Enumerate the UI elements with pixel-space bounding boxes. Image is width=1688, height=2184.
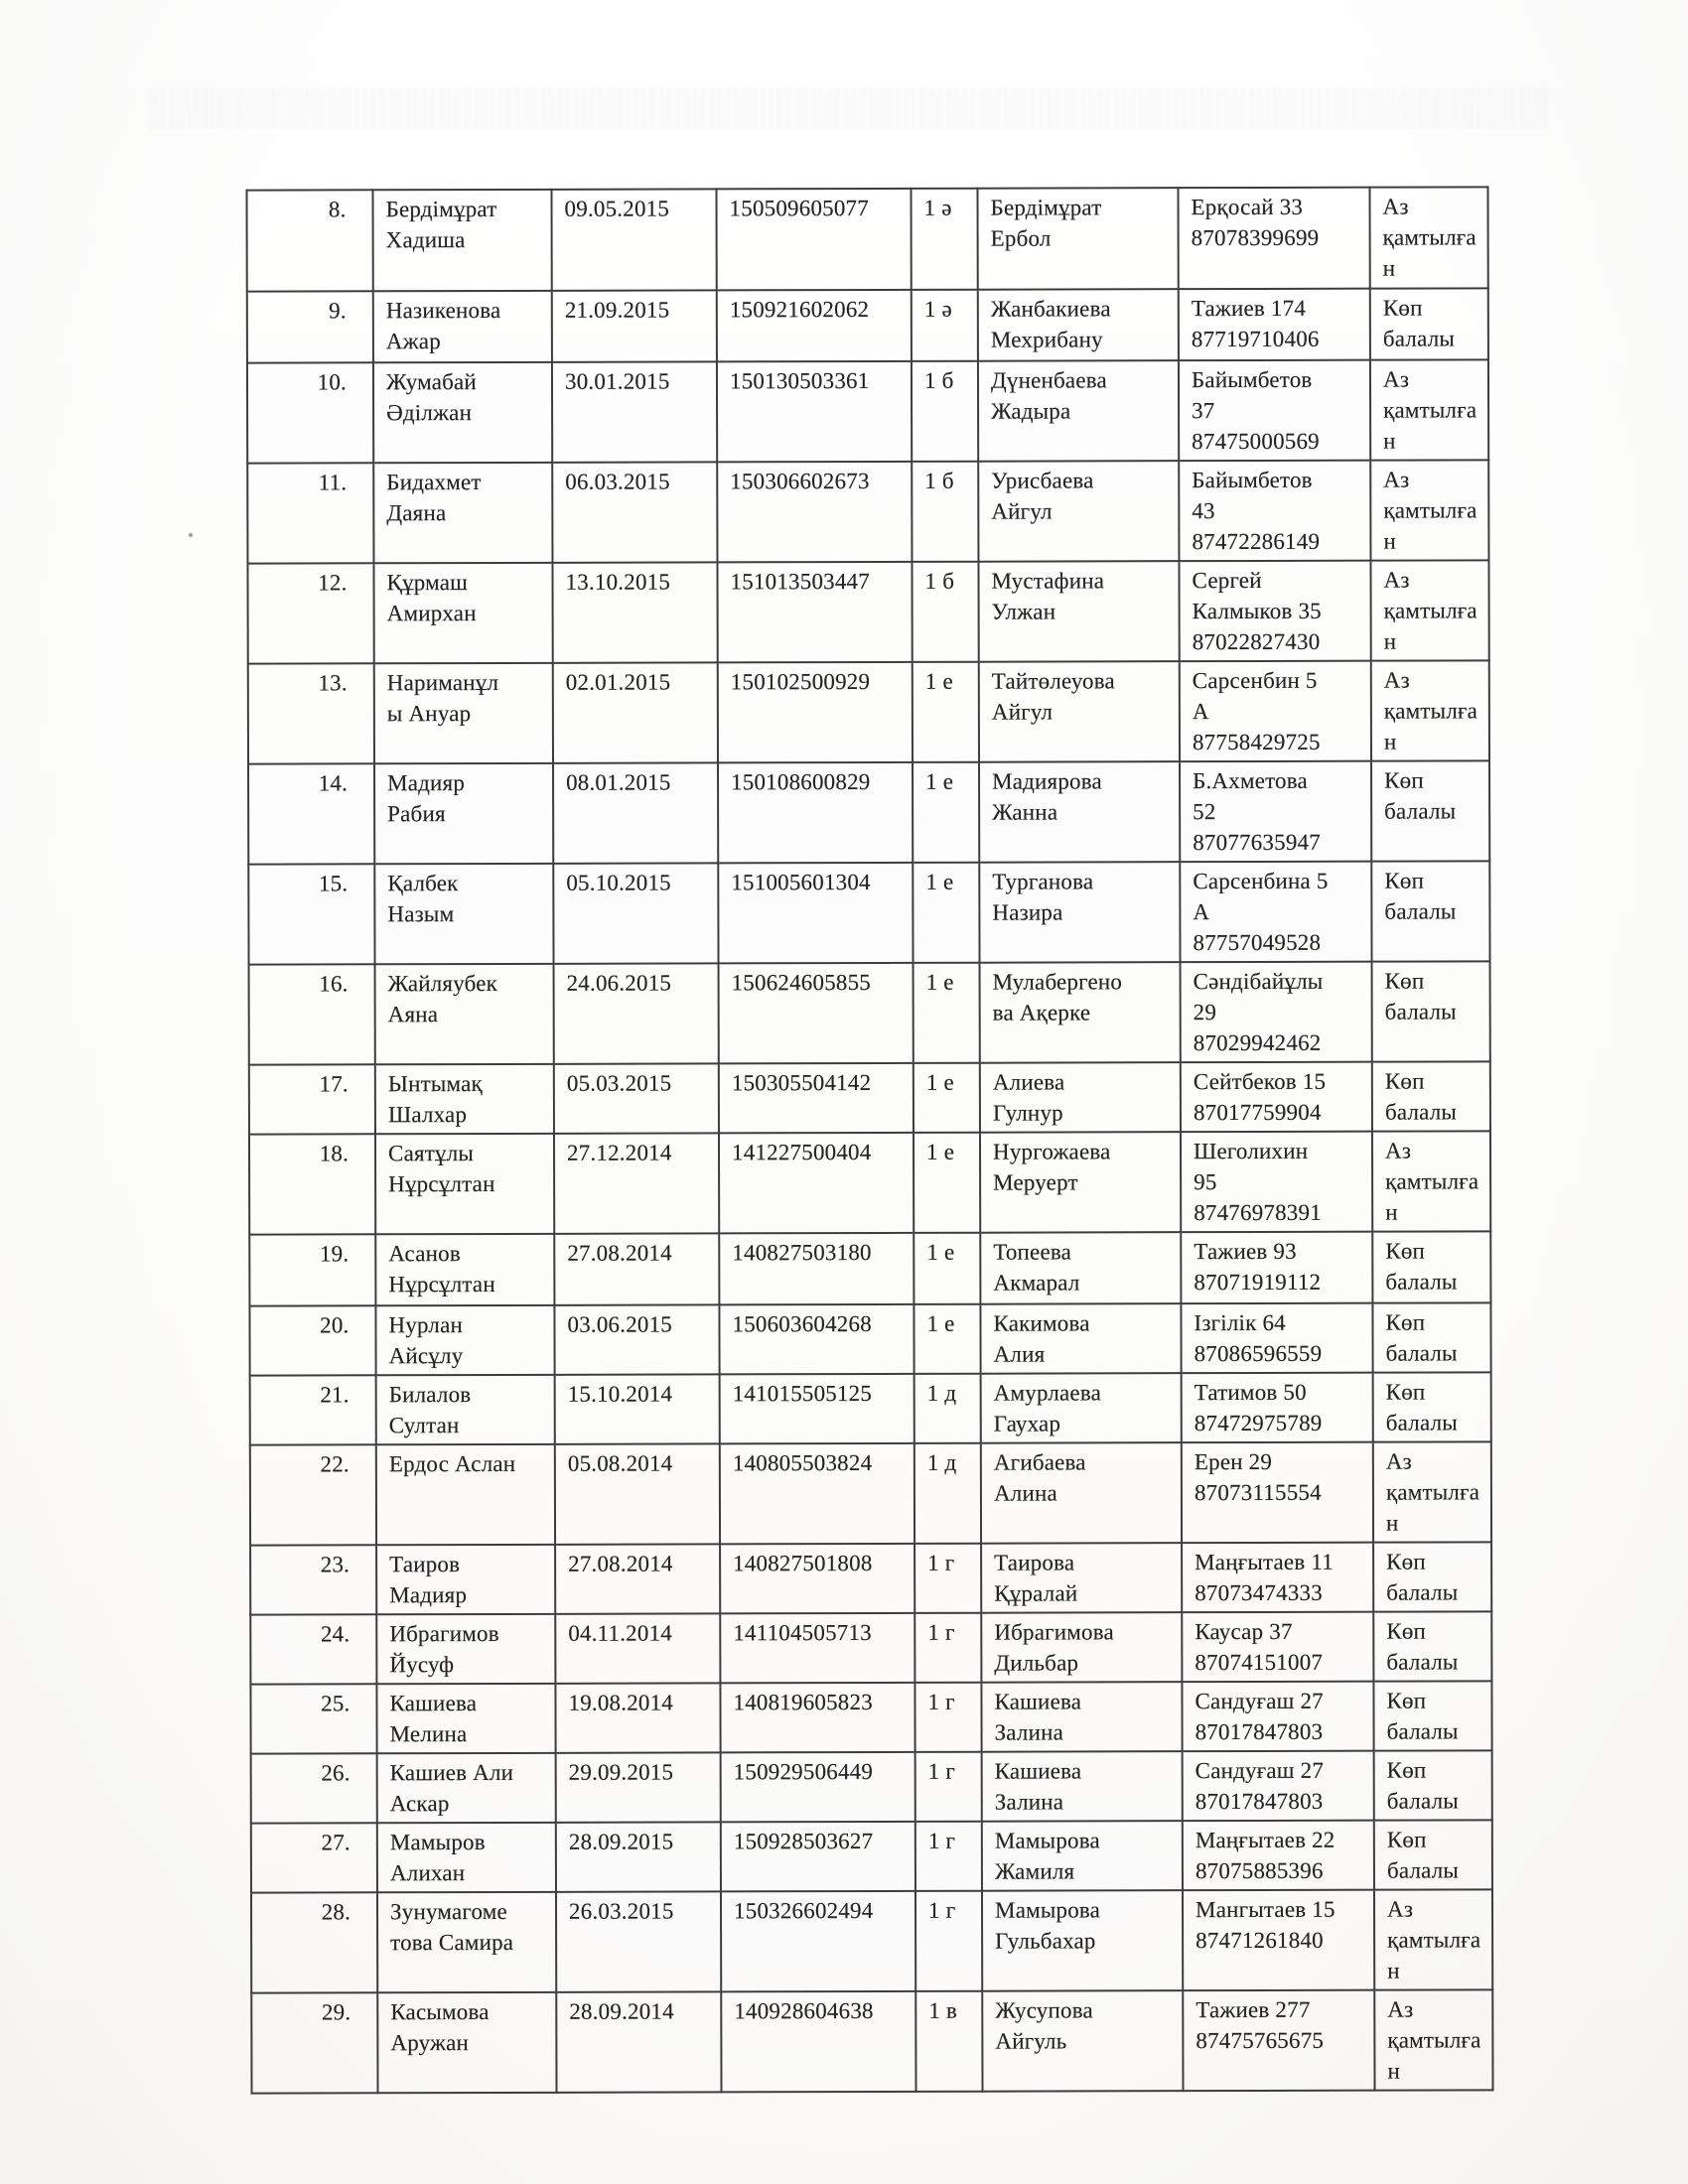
parent-name-cell: Мамырова Гульбахар bbox=[982, 1890, 1183, 1991]
iin-cell: 150509605077 bbox=[716, 189, 911, 291]
status-cell: Көп балалы bbox=[1372, 1061, 1490, 1131]
birth-date-cell: 15.10.2014 bbox=[555, 1374, 720, 1443]
iin-cell: 150306602673 bbox=[717, 462, 912, 563]
class-cell: 1 е bbox=[914, 1063, 980, 1133]
iin-cell: 150130503361 bbox=[717, 361, 912, 463]
student-name-cell: Билалов Султан bbox=[376, 1375, 555, 1444]
iin-cell: 140827501808 bbox=[720, 1544, 914, 1614]
status-cell: Көп балалы bbox=[1372, 1302, 1490, 1372]
table-row bbox=[249, 1231, 1490, 1305]
address-phone-cell: Ізгілік 64 87086596559 bbox=[1181, 1303, 1372, 1374]
birth-date-cell: 05.10.2015 bbox=[553, 863, 718, 963]
birth-date-cell: 28.09.2014 bbox=[556, 1991, 721, 2092]
class-cell: 1 г bbox=[915, 1752, 982, 1822]
status-cell: Көп балалы bbox=[1372, 1231, 1490, 1302]
birth-date-cell: 08.01.2015 bbox=[553, 762, 718, 863]
address-phone-cell: Маңғытаев 11 87073474333 bbox=[1182, 1543, 1373, 1613]
class-cell: 1 г bbox=[914, 1613, 981, 1683]
iin-cell: 150326602494 bbox=[721, 1891, 915, 1992]
row-number-cell: 10. bbox=[247, 362, 373, 463]
status-cell: Көп балалы bbox=[1373, 1611, 1491, 1681]
birth-date-cell: 19.08.2014 bbox=[555, 1683, 720, 1752]
birth-date-cell: 06.03.2015 bbox=[552, 462, 717, 562]
iin-cell: 140827503180 bbox=[719, 1233, 914, 1305]
student-name-cell: Мадияр Рабия bbox=[374, 763, 553, 864]
parent-name-cell: Мустафина Улжан bbox=[978, 561, 1179, 662]
iin-cell: 140805503824 bbox=[720, 1443, 914, 1545]
class-cell: 1 е bbox=[913, 762, 979, 863]
student-name-cell: Нариманұл ы Ануар bbox=[374, 663, 553, 763]
student-name-cell: Ердос Аслан bbox=[376, 1444, 555, 1545]
class-cell: 1 е bbox=[914, 1304, 980, 1374]
parent-name-cell: Какимова Алия bbox=[980, 1303, 1181, 1374]
class-cell: 1 г bbox=[914, 1683, 981, 1752]
parent-name-cell: Таирова Құралай bbox=[981, 1543, 1182, 1613]
row-number-cell: 14. bbox=[248, 763, 374, 864]
table-row bbox=[251, 1750, 1492, 1823]
iin-cell: 150603604268 bbox=[719, 1304, 914, 1375]
row-number-cell: 28. bbox=[251, 1892, 377, 1992]
row-number-cell: 20. bbox=[249, 1305, 375, 1375]
address-phone-cell: Байымбетов 37 87475000569 bbox=[1179, 360, 1370, 462]
status-cell: Аз қамтылға н bbox=[1370, 460, 1488, 560]
address-phone-cell: Татимов 50 87472975789 bbox=[1182, 1373, 1373, 1443]
address-phone-cell: Сандуғаш 27 87017847803 bbox=[1182, 1682, 1373, 1752]
table-row bbox=[249, 1061, 1490, 1134]
table-row bbox=[249, 1302, 1490, 1375]
birth-date-cell: 04.11.2014 bbox=[555, 1613, 720, 1683]
student-name-cell: Ибрагимов Йусуф bbox=[376, 1614, 555, 1684]
table-row bbox=[247, 288, 1488, 362]
iin-cell: 151005601304 bbox=[718, 863, 913, 964]
student-name-cell: Бидахмет Даяна bbox=[373, 463, 552, 563]
table-row bbox=[250, 1441, 1491, 1545]
students-table-body bbox=[246, 187, 1492, 2093]
parent-name-cell: Алиева Гулнур bbox=[980, 1062, 1181, 1133]
row-number-cell: 26. bbox=[251, 1753, 377, 1823]
row-number-cell: 13. bbox=[248, 663, 374, 763]
birth-date-cell: 29.09.2015 bbox=[556, 1752, 721, 1822]
row-number-cell: 12. bbox=[247, 563, 373, 663]
row-number-cell: 9. bbox=[247, 291, 373, 362]
status-cell: Көп балалы bbox=[1373, 1681, 1491, 1750]
address-phone-cell: Мангытаев 15 87471261840 bbox=[1183, 1890, 1374, 1991]
student-name-cell: Құрмаш Амирхан bbox=[373, 563, 552, 663]
student-name-cell: Нурлан Айсұлу bbox=[375, 1305, 554, 1375]
student-name-cell: Кашиева Мелина bbox=[376, 1684, 555, 1753]
address-phone-cell: Сәндібайұлы 29 87029942462 bbox=[1181, 962, 1372, 1063]
status-cell: Көп балалы bbox=[1371, 760, 1489, 861]
birth-date-cell: 27.08.2014 bbox=[554, 1233, 719, 1304]
student-name-cell: Жайляубек Аяна bbox=[375, 964, 554, 1064]
table-row bbox=[251, 1889, 1492, 1992]
parent-name-cell: Кашиева Залина bbox=[981, 1682, 1182, 1752]
table-row bbox=[250, 1542, 1491, 1614]
iin-cell: 140819605823 bbox=[720, 1683, 914, 1753]
parent-name-cell: Мамырова Жамиля bbox=[982, 1821, 1183, 1891]
class-cell: 1 е bbox=[914, 963, 980, 1063]
iin-cell: 150929506449 bbox=[721, 1752, 915, 1823]
parent-name-cell: Агибаева Алина bbox=[981, 1442, 1182, 1544]
scanner-noise-artifact bbox=[149, 87, 1549, 129]
table-row bbox=[247, 460, 1488, 563]
status-cell: Аз қамтылға н bbox=[1370, 560, 1488, 660]
iin-cell: 141015505125 bbox=[720, 1374, 914, 1444]
parent-name-cell: Амурлаева Гаухар bbox=[981, 1373, 1182, 1443]
class-cell: 1 ә bbox=[912, 290, 978, 361]
table-row bbox=[249, 1131, 1490, 1234]
table-row bbox=[248, 760, 1489, 864]
parent-name-cell: Жусупова Айгуль bbox=[982, 1990, 1183, 2092]
birth-date-cell: 05.03.2015 bbox=[554, 1063, 719, 1133]
class-cell: 1 д bbox=[914, 1443, 981, 1544]
parent-name-cell: Мулабергено ва Ақерке bbox=[980, 962, 1181, 1063]
scan-speck bbox=[189, 533, 193, 537]
status-cell: Аз қамтылға н bbox=[1371, 660, 1489, 760]
student-name-cell: Қалбек Назым bbox=[374, 864, 553, 964]
table-row bbox=[248, 660, 1489, 763]
parent-name-cell: Дүненбаева Жадыра bbox=[978, 360, 1179, 462]
address-phone-cell: Б.Ахметова 52 87077635947 bbox=[1180, 761, 1371, 863]
parent-name-cell: Мадиярова Жанна bbox=[979, 761, 1180, 863]
address-phone-cell: Тажиев 174 87719710406 bbox=[1179, 289, 1370, 361]
address-phone-cell: Сергей Калмыков 35 87022827430 bbox=[1179, 561, 1370, 662]
status-cell: Көп балалы bbox=[1374, 1750, 1492, 1820]
class-cell: 1 г bbox=[914, 1544, 981, 1613]
birth-date-cell: 24.06.2015 bbox=[554, 963, 719, 1063]
students-table bbox=[245, 186, 1493, 2094]
student-name-cell: Ынтымақ Шалхар bbox=[375, 1064, 554, 1134]
row-number-cell: 16. bbox=[249, 964, 375, 1064]
address-phone-cell: Сарсенбин 5 А 87758429725 bbox=[1180, 661, 1371, 762]
student-name-cell: Назикенова Ажар bbox=[373, 291, 552, 362]
status-cell: Аз қамтылға н bbox=[1369, 187, 1487, 288]
address-phone-cell: Ерқосай 33 87078399699 bbox=[1178, 188, 1369, 290]
birth-date-cell: 27.08.2014 bbox=[555, 1544, 720, 1613]
class-cell: 1 г bbox=[915, 1891, 982, 1991]
student-name-cell: Мамыров Алихан bbox=[377, 1823, 556, 1892]
status-cell: Аз қамтылға н bbox=[1374, 1889, 1492, 1989]
status-cell: Аз қамтылға н bbox=[1370, 359, 1488, 460]
address-phone-cell: Ерен 29 87073115554 bbox=[1182, 1442, 1373, 1544]
status-cell: Аз қамтылға н bbox=[1372, 1131, 1490, 1231]
birth-date-cell: 28.09.2015 bbox=[556, 1822, 721, 1891]
row-number-cell: 27. bbox=[251, 1823, 377, 1892]
student-name-cell: Бердімұрат Хадиша bbox=[372, 190, 551, 291]
status-cell: Аз қамтылға н bbox=[1374, 1989, 1492, 2090]
table-row bbox=[250, 1681, 1491, 1753]
row-number-cell: 29. bbox=[251, 1992, 377, 2093]
student-name-cell: Жумабай Әділжан bbox=[373, 362, 552, 463]
address-phone-cell: Тажиев 277 87475765675 bbox=[1183, 1990, 1374, 2092]
iin-cell: 140928604638 bbox=[721, 1991, 915, 2093]
class-cell: 1 б bbox=[912, 361, 978, 462]
row-number-cell: 8. bbox=[246, 190, 372, 291]
row-number-cell: 23. bbox=[250, 1545, 376, 1614]
parent-name-cell: Кашиева Залина bbox=[982, 1751, 1183, 1822]
address-phone-cell: Каусар 37 87074151007 bbox=[1182, 1612, 1373, 1683]
iin-cell: 150102500929 bbox=[718, 662, 913, 763]
iin-cell: 150921602062 bbox=[717, 290, 912, 362]
birth-date-cell: 03.06.2015 bbox=[554, 1304, 719, 1374]
student-name-cell: Асанов Нұрсұлтан bbox=[375, 1234, 554, 1305]
table-row bbox=[248, 861, 1489, 964]
parent-name-cell: Нургожаева Меруерт bbox=[980, 1132, 1181, 1233]
birth-date-cell: 27.12.2014 bbox=[554, 1133, 719, 1233]
table-row bbox=[250, 1611, 1491, 1684]
birth-date-cell: 02.01.2015 bbox=[553, 662, 718, 762]
birth-date-cell: 30.01.2015 bbox=[552, 361, 717, 462]
row-number-cell: 25. bbox=[250, 1684, 376, 1753]
class-cell: 1 г bbox=[915, 1822, 982, 1891]
class-cell: 1 ә bbox=[911, 189, 977, 290]
address-phone-cell: Маңғытаев 22 87075885396 bbox=[1183, 1821, 1374, 1891]
birth-date-cell: 26.03.2015 bbox=[556, 1891, 721, 1991]
row-number-cell: 11. bbox=[247, 463, 373, 563]
table-row bbox=[251, 1989, 1492, 2093]
status-cell: Көп балалы bbox=[1373, 1372, 1491, 1441]
class-cell: 1 е bbox=[913, 863, 979, 963]
iin-cell: 151013503447 bbox=[717, 562, 912, 663]
status-cell: Көп балалы bbox=[1372, 961, 1490, 1061]
table-row bbox=[246, 187, 1487, 291]
row-number-cell: 17. bbox=[249, 1064, 375, 1134]
status-cell: Көп балалы bbox=[1371, 861, 1489, 961]
class-cell: 1 б bbox=[912, 462, 978, 562]
address-phone-cell: Сейтбеков 15 87017759904 bbox=[1181, 1062, 1372, 1133]
iin-cell: 150928503627 bbox=[721, 1822, 915, 1892]
class-cell: 1 е bbox=[914, 1133, 980, 1233]
class-cell: 1 е bbox=[913, 662, 979, 762]
address-phone-cell: Тажиев 93 87071919112 bbox=[1181, 1232, 1372, 1304]
row-number-cell: 19. bbox=[249, 1234, 375, 1305]
iin-cell: 150108600829 bbox=[718, 762, 913, 864]
class-cell: 1 в bbox=[915, 1991, 982, 2092]
address-phone-cell: Байымбетов 43 87472286149 bbox=[1179, 461, 1370, 562]
student-name-cell: Касымова Аружан bbox=[377, 1992, 556, 2093]
parent-name-cell: Бердімұрат Ербол bbox=[977, 188, 1178, 290]
student-name-cell: Кашиев Али Аскар bbox=[377, 1753, 556, 1823]
table-row bbox=[251, 1820, 1492, 1892]
class-cell: 1 д bbox=[914, 1374, 981, 1443]
status-cell: Көп балалы bbox=[1370, 288, 1488, 359]
row-number-cell: 18. bbox=[249, 1134, 375, 1234]
class-cell: 1 е bbox=[914, 1233, 980, 1304]
iin-cell: 141104505713 bbox=[720, 1613, 914, 1684]
status-cell: Аз қамтылға н bbox=[1373, 1441, 1491, 1542]
parent-name-cell: Жанбакиева Мехрибану bbox=[978, 289, 1179, 361]
address-phone-cell: Шеголихин 95 87476978391 bbox=[1181, 1132, 1372, 1233]
birth-date-cell: 13.10.2015 bbox=[552, 562, 717, 662]
iin-cell: 150305504142 bbox=[719, 1063, 914, 1134]
table-row bbox=[247, 560, 1488, 663]
parent-name-cell: Турганова Назира bbox=[979, 862, 1180, 963]
iin-cell: 141227500404 bbox=[719, 1133, 914, 1234]
student-name-cell: Зунумагоме това Самира bbox=[377, 1892, 556, 1992]
table-row bbox=[250, 1372, 1491, 1444]
student-name-cell: Таиров Мадияр bbox=[376, 1545, 555, 1614]
address-phone-cell: Сандуғаш 27 87017847803 bbox=[1183, 1751, 1374, 1822]
birth-date-cell: 09.05.2015 bbox=[551, 189, 716, 290]
student-name-cell: Саятұлы Нұрсұлтан bbox=[375, 1134, 554, 1234]
iin-cell: 150624605855 bbox=[719, 963, 914, 1064]
parent-name-cell: Тайтөлеуова Айгул bbox=[979, 661, 1180, 762]
table-row bbox=[249, 961, 1490, 1064]
parent-name-cell: Урисбаева Айгул bbox=[978, 461, 1179, 562]
birth-date-cell: 05.08.2014 bbox=[555, 1443, 720, 1544]
parent-name-cell: Топеева Акмарал bbox=[980, 1232, 1181, 1304]
address-phone-cell: Сарсенбина 5 А 87757049528 bbox=[1180, 862, 1371, 963]
parent-name-cell: Ибрагимова Дильбар bbox=[981, 1612, 1182, 1683]
class-cell: 1 б bbox=[912, 562, 978, 662]
row-number-cell: 21. bbox=[250, 1375, 376, 1444]
status-cell: Көп балалы bbox=[1373, 1542, 1491, 1611]
birth-date-cell: 21.09.2015 bbox=[552, 290, 717, 361]
table-row bbox=[247, 359, 1488, 463]
row-number-cell: 15. bbox=[248, 864, 374, 964]
status-cell: Көп балалы bbox=[1374, 1820, 1492, 1889]
row-number-cell: 24. bbox=[250, 1614, 376, 1684]
row-number-cell: 22. bbox=[250, 1444, 376, 1545]
